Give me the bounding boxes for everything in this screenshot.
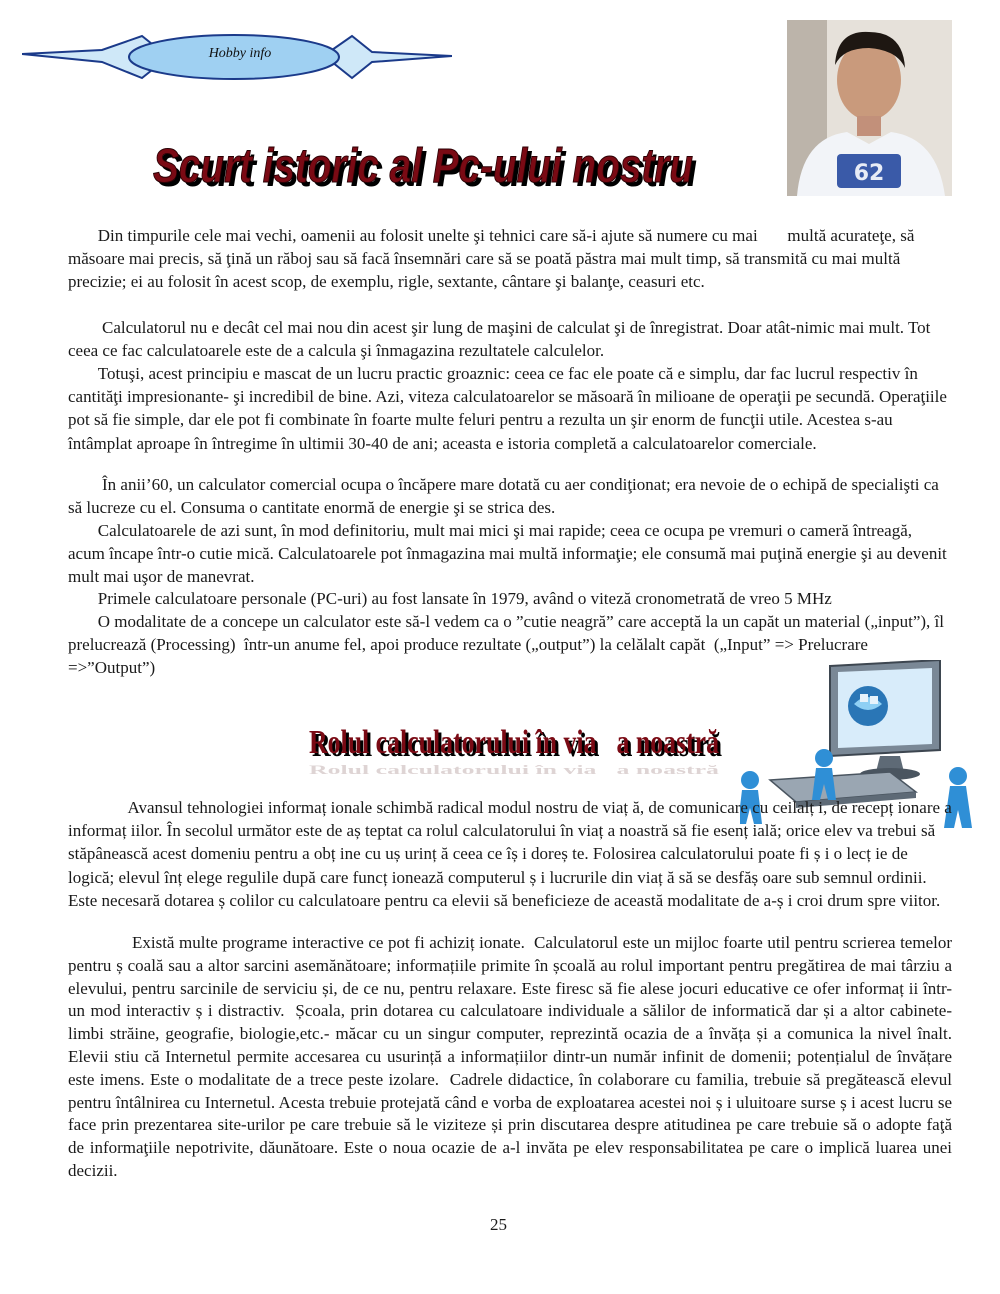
main-title-shadow: Scurt istoric al Pc-ului nostru xyxy=(157,144,697,197)
paragraph-5: Calculatoarele de azi sunt, în mod definitoriu, mult mai mici şi mai rapide; ceea ce ocupa pe vremuri o cameră întreagă, acum încape într-o cutie mică. Calculatoarele pot înmagazina mai multă informaţie; ele consumă mai puţină energie şi au devenit mult mai uşor de manevrat. xyxy=(68,521,947,587)
paragraph-7: O modalitate de a concepe un calculator este să-l vedem ca o ”cutie neagră” care acceptă la un capăt un material („input”), îl prelucrează (Processing) într-un anume fel, apoi produce rezultate („output”) la celălalt capăt („Input” => Prelucrare =>”Output”) xyxy=(68,612,944,678)
section-title-text: Rolul calculatorului în via a noastră xyxy=(309,724,719,761)
hobby-info-label: Hobby info xyxy=(208,46,272,61)
paragraph-6: Primele calculatoare personale (PC-uri) au fost lansate în 1979, având o viteză cronometrată de vreo 5 MHz xyxy=(68,589,832,608)
page-number: 25 xyxy=(490,1215,507,1234)
section-title-reflection: Rolul calculatorului în via a noastră xyxy=(309,763,720,777)
svg-text:62: 62 xyxy=(853,161,885,186)
section-title-shadow: Rolul calculatorului în via a noastră xyxy=(312,727,722,764)
paragraph-1: Din timpurile cele mai vechi, oamenii au folosit unelte şi tehnici care să-i ajute să numere cu mai multă acurateţe, să măsoare mai precis, să ţină un răboj sau să facă însemnări care să se poată păstra mai mult timp, să transmită cu mai multă precizie; ei au folosit în acest scop, de exemplu, rigle, sextante, cântare şi balanţe, ceasuri etc. xyxy=(68,226,915,292)
author-photo xyxy=(787,20,952,196)
paragraph-9: Există multe programe interactive ce pot fi achiziț ionate. Calculatorul este un mijloc foarte util pentru scrierea temelor pentru ș coală sau a altor sarcini asemănătoare; informațiile primite în școală au rolul important pentru pregătirea de mai târziu a elevului, pentru sarcinile de serviciu și, de ce nu, pentru relaxare. Este firesc să fie alese jocuri educative ce ofer informaț ii într-un mod interactiv ș i distractiv. Școala, prin dotarea cu calculatoare individuale a sălilor de informatică dar și a altor cabinete-limbi străine, geografie, biologie,etc.- măcar cu un singur computer, reprezintă ocazia de a învăța și a comunica la nivel înalt. Elevii stiu că Internetul permite accesarea cu usurință a informațiilor dintr-un număr infinit de domenii; potențialul de învățare este imens. Este o modalitate de a trece peste izolare. Cadrele didactice, în colaborare cu familia, trebuie să pregătească elevul pentru întâlnirea cu Internetul. Acesta trebuie protejată când e vorba de exploatarea acestei noi ș i uluitoare surse ș i acest lucru se face prin prezentarea site-urilor pe care trebuie să le viziteze și prin discutarea despre atitudinea pe care trebuie să o adopte faţă de informaţiile nepotrivite, dăunătoare. Este o noua ocazie de a-l invăta pe elev responsabilitatea pe care o implică luarea unei decizii. xyxy=(68,933,952,1180)
main-title-text: Scurt istoric al Pc-ului nostru xyxy=(153,140,693,193)
section-title xyxy=(300,718,730,778)
paragraph-2: Calculatorul nu e decât cel mai nou din acest şir lung de maşini de calculat şi de înregistrat. Doar atât-nimic mai mult. Tot ceea ce fac calculatoarele este de a calcula şi înmagazina rezultatele calculelor. xyxy=(68,318,931,361)
paragraph-8: Avansul tehnologiei informaț ionale schimbă radical modul nostru de viaț ă, de comunicare cu ceilalț i, de recepț ionare a informaț iilor. În secolul următor este de aș teptat ca rolul calculatorului în viaț a noastră să fie esenț ială; orice elev va trebui să stăpânească acest domeniu pentru a obț ine cu uș urinț ă ceea ce îș i doreș te. Folosirea calculatorului poate fi ș i o lecț ie de logică; elevul înț elege regulile după care funcț ionează computerul ș i lucrurile din viaț ă să se desfăș oare sub semnul ordinii. Este necesară dotarea ș colilor cu calculatoare pentru ca elevii să beneficieze de această modalitate de a-ș i croi drum spre viitor. xyxy=(68,798,952,910)
main-title xyxy=(140,124,710,204)
paragraph-4: În anii’60, un calculator comercial ocupa o încăpere mare dotată cu aer condiţionat; era nevoie de o echipă de specialişti ca să lucreze cu el. Consuma o cantitate enormă de energie şi se strica des. xyxy=(68,475,939,518)
paragraph-3: Totuşi, acest principiu e mascat de un lucru practic groaznic: ceea ce fac ele poate că e simplu, dar fac lucrul respectiv în cantităţi impresionante- şi incredibil de bine. Azi, viteza calculatoarelor se măsoară în milioane de operaţii pe secundă. Operaţiile pot să fie simple, dar ele pot fi combinate în foarte multe feluri pentru a rezulta un şir enorm de funcţii utile. Acestea s-au întâmplat aproape în întregime în ultimii 30-40 de ani; aceasta e istoria completă a calculatoarelor comerciale. xyxy=(68,364,947,453)
